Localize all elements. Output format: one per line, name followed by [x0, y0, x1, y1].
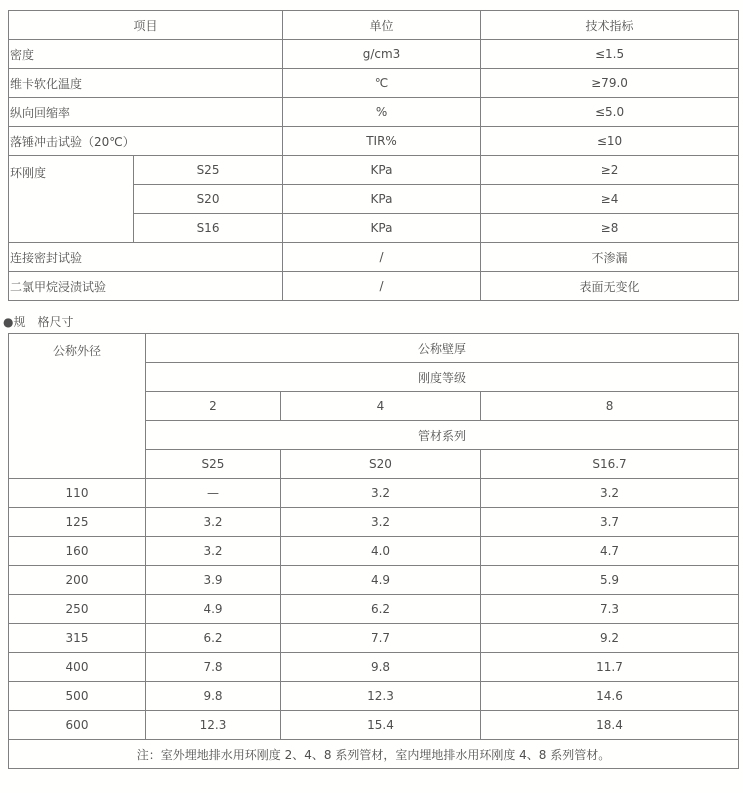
property-spec: ≥79.0	[481, 69, 739, 98]
thickness-cell: 14.6	[481, 682, 739, 711]
ring-stiffness-label: 环刚度	[9, 156, 134, 243]
thickness-cell: 3.2	[146, 537, 281, 566]
thickness-cell: 3.2	[146, 508, 281, 537]
outer-diameter-header: 公称外径	[9, 334, 146, 479]
table-row	[9, 595, 739, 624]
dn-cell: 250	[9, 595, 146, 624]
dn-cell: 500	[9, 682, 146, 711]
table-row	[9, 711, 739, 740]
table-row	[9, 69, 739, 98]
property-unit: KPa	[283, 185, 481, 214]
property-unit: KPa	[283, 214, 481, 243]
table-row	[9, 537, 739, 566]
thickness-cell: 5.9	[481, 566, 739, 595]
thickness-cell: 7.3	[481, 595, 739, 624]
property-unit: /	[283, 243, 481, 272]
properties-table	[8, 10, 739, 301]
property-name: 二氯甲烷浸渍试验	[9, 272, 283, 301]
thickness-cell: 18.4	[481, 711, 739, 740]
stiffness-value-cell: 2	[146, 392, 281, 421]
table-row	[9, 272, 739, 301]
thickness-cell: 9.8	[146, 682, 281, 711]
property-spec: ≤5.0	[481, 98, 739, 127]
thickness-cell: 7.7	[281, 624, 481, 653]
property-unit: %	[283, 98, 481, 127]
table-row	[9, 508, 739, 537]
property-unit: g/cm3	[283, 40, 481, 69]
property-spec: ≥8	[481, 214, 739, 243]
property-spec: ≤1.5	[481, 40, 739, 69]
thickness-cell: 9.2	[481, 624, 739, 653]
property-name: 维卡软化温度	[9, 69, 283, 98]
property-spec: 不渗漏	[481, 243, 739, 272]
pipe-series-cell: S16.7	[481, 450, 739, 479]
stiffness-value-cell: 4	[281, 392, 481, 421]
pipe-series-cell: S25	[146, 450, 281, 479]
property-spec: ≥2	[481, 156, 739, 185]
thickness-cell: 3.9	[146, 566, 281, 595]
col-header-spec: 技术指标	[481, 11, 739, 40]
thickness-cell: 12.3	[281, 682, 481, 711]
dn-cell: 110	[9, 479, 146, 508]
col-header-unit: 单位	[283, 11, 481, 40]
thickness-cell: 4.0	[281, 537, 481, 566]
thickness-cell: 4.9	[281, 566, 481, 595]
thickness-cell: 6.2	[281, 595, 481, 624]
property-unit: /	[283, 272, 481, 301]
thickness-cell: 9.8	[281, 653, 481, 682]
stiffness-class-header: 刚度等级	[146, 363, 739, 392]
pipe-series-header: 管材系列	[146, 421, 739, 450]
property-name: 纵向回缩率	[9, 98, 283, 127]
pipe-series-cell: S20	[281, 450, 481, 479]
table-row	[9, 624, 739, 653]
property-spec: ≤10	[481, 127, 739, 156]
property-spec: ≥4	[481, 185, 739, 214]
property-name: 连接密封试验	[9, 243, 283, 272]
thickness-cell: 6.2	[146, 624, 281, 653]
table-row	[9, 40, 739, 69]
table-row	[9, 479, 739, 508]
thickness-cell: —	[146, 479, 281, 508]
thickness-cell: 3.2	[281, 508, 481, 537]
property-spec: 表面无变化	[481, 272, 739, 301]
table-row	[9, 566, 739, 595]
property-unit: ℃	[283, 69, 481, 98]
dn-cell: 200	[9, 566, 146, 595]
table-row	[9, 243, 739, 272]
table-row	[9, 156, 739, 185]
col-header-item: 项目	[9, 11, 283, 40]
property-unit: KPa	[283, 156, 481, 185]
dn-cell: 160	[9, 537, 146, 566]
thickness-cell: 3.2	[281, 479, 481, 508]
table-row	[9, 740, 739, 769]
dimensions-table	[8, 333, 739, 769]
property-unit: TIR%	[283, 127, 481, 156]
pipe-series-cell: S25	[134, 156, 283, 185]
dn-cell: 600	[9, 711, 146, 740]
wall-thickness-header: 公称壁厚	[146, 334, 739, 363]
thickness-cell: 7.8	[146, 653, 281, 682]
thickness-cell: 15.4	[281, 711, 481, 740]
pipe-series-cell: S16	[134, 214, 283, 243]
table-row	[9, 11, 739, 40]
dn-cell: 125	[9, 508, 146, 537]
thickness-cell: 4.9	[146, 595, 281, 624]
thickness-cell: 12.3	[146, 711, 281, 740]
table-row	[9, 682, 739, 711]
property-name: 落锤冲击试验（20℃）	[9, 127, 283, 156]
table-row	[9, 127, 739, 156]
table-footnote: 注：室外埋地排水用环刚度 2、4、8 系列管材，室内埋地排水用环刚度 4、8 系列管材。	[9, 740, 739, 769]
table-row	[9, 98, 739, 127]
dn-cell: 315	[9, 624, 146, 653]
thickness-cell: 3.7	[481, 508, 739, 537]
pipe-series-cell: S20	[134, 185, 283, 214]
spec-section-title: ●规 格尺寸	[3, 315, 74, 329]
dn-cell: 400	[9, 653, 146, 682]
thickness-cell: 3.2	[481, 479, 739, 508]
table-row	[9, 334, 739, 363]
stiffness-value-cell: 8	[481, 392, 739, 421]
thickness-cell: 4.7	[481, 537, 739, 566]
table-row	[9, 653, 739, 682]
property-name: 密度	[9, 40, 283, 69]
thickness-cell: 11.7	[481, 653, 739, 682]
